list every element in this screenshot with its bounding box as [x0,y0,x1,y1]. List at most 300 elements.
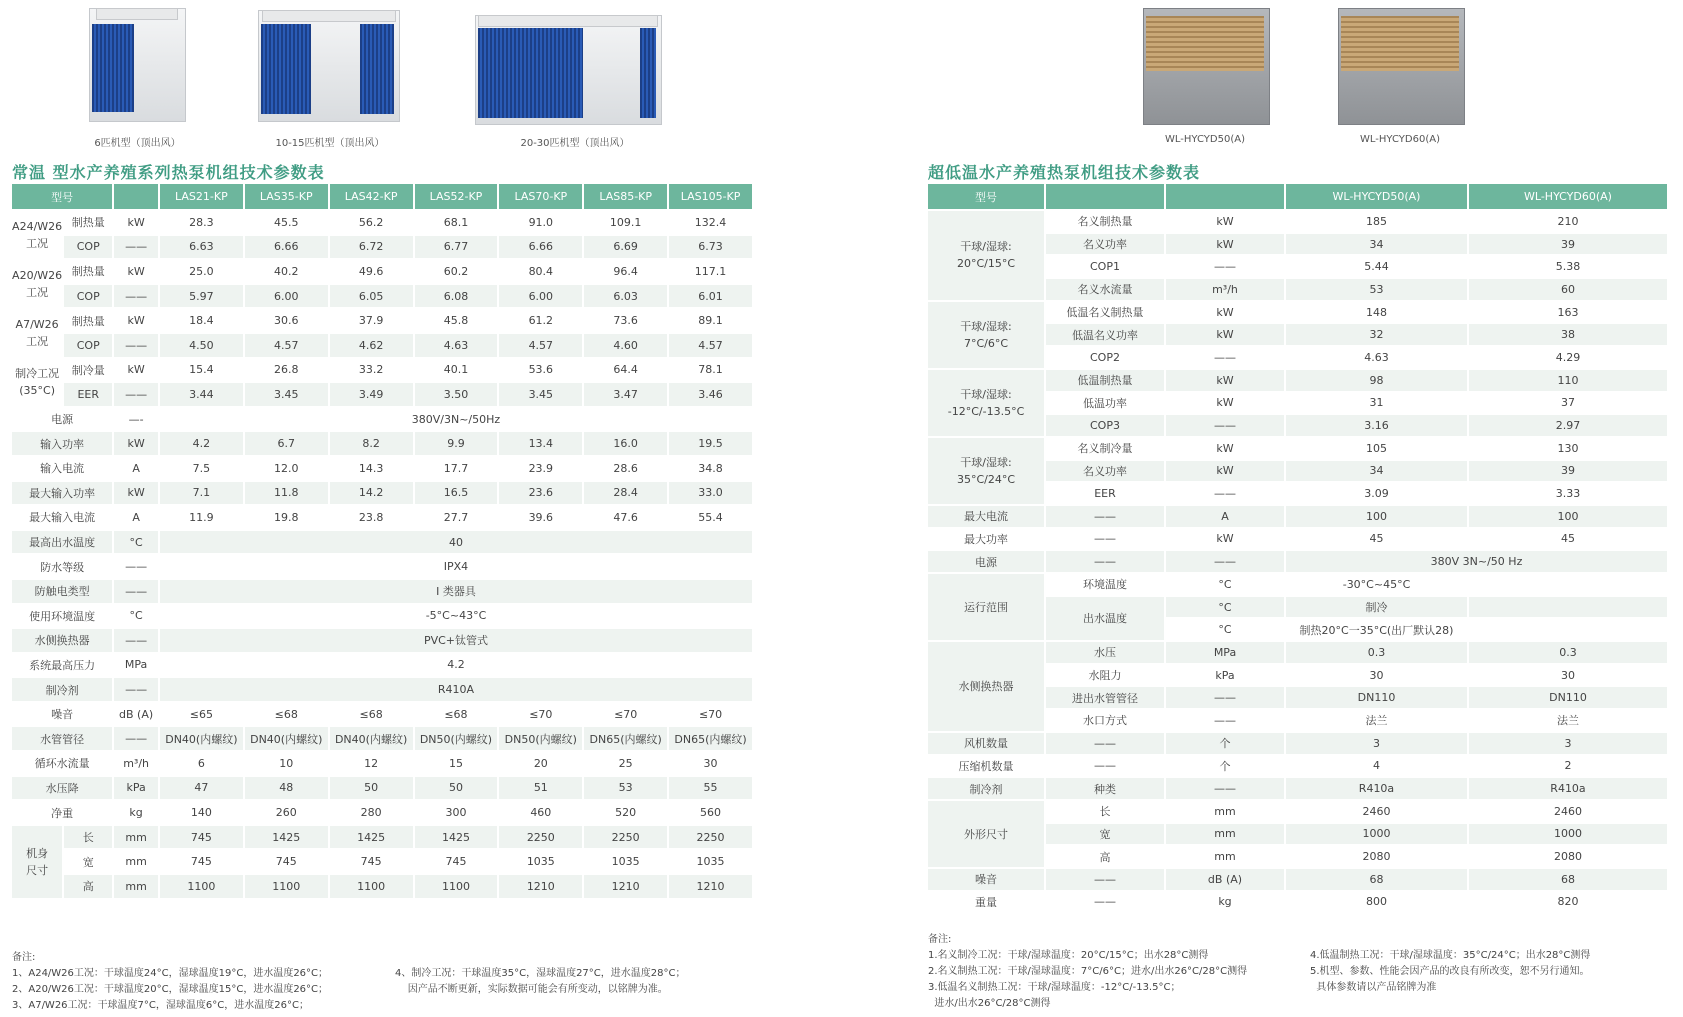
product-caption: WL-HYCYD60(A) [1360,134,1440,145]
table-row [12,260,754,285]
param-value: 110 [1469,370,1669,393]
param-value: 18.4 [160,309,245,334]
param-value: 34 [1286,461,1469,484]
param-value: 3.16 [1286,415,1469,438]
param-value: 53.6 [499,359,584,384]
header-model: WL-HYCYD50(A) [1286,184,1469,211]
param-name: 风机数量 [928,733,1046,756]
note-line: 5.机型、参数、性能会因产品的改良有所改变，恕不另行通知。 [1310,966,1590,977]
param-sub: —— [1046,733,1166,756]
param-unit: mm [1166,824,1286,847]
param-value: 40.2 [245,260,330,285]
param-value: 9.9 [415,432,500,457]
param-value: 800 [1286,892,1469,915]
param-value: 6.00 [499,285,584,310]
param-name: 长 [1046,801,1166,824]
header-model: LAS42-KP [330,184,415,211]
param-value: 185 [1286,211,1469,234]
param-unit: °C [1166,597,1286,620]
param-value: 6.63 [160,236,245,261]
param-unit: kW [1166,302,1286,325]
group-label: 干球/湿球: 35°C/24°C [928,438,1046,506]
param-value: 300 [415,801,500,826]
param-unit: kW [114,211,160,236]
param-value: 78.1 [669,359,754,384]
param-value: -5°C~43°C [160,605,754,630]
param-value: 2080 [1286,846,1469,869]
param-value: 100 [1469,506,1669,529]
param-name: 高 [1046,846,1166,869]
param-value: 4 [1286,756,1469,779]
table-row [12,727,754,752]
param-name: 最大电流 [928,506,1046,529]
param-name: 出水温度 [1046,597,1166,642]
param-value: 4.63 [415,334,500,359]
param-value: 80.4 [499,260,584,285]
param-name: 制冷量 [64,359,114,384]
param-unit: A [114,457,160,482]
param-value: 制冷 [1286,597,1469,620]
note-line: 1、A24/W26工况：干球温度24°C，湿球温度19°C，进水温度26°C； [12,968,329,979]
note-line: 具体参数请以产品铭牌为准 [1310,982,1437,993]
param-value: 6.72 [330,236,415,261]
table-row [12,359,754,384]
param-value: 55.4 [669,506,754,531]
param-name: COP [64,334,114,359]
param-unit: kW [114,309,160,334]
table-row [12,777,754,802]
param-value: 55 [669,777,754,802]
param-value: 45.8 [415,309,500,334]
param-unit: °C [1166,574,1286,597]
param-value: 33.0 [669,482,754,507]
param-name: EER [64,383,114,408]
param-unit: mm [114,850,160,875]
param-value: 30 [669,752,754,777]
param-unit: kW [1166,529,1286,552]
param-sub: —— [1046,756,1166,779]
table-row [12,531,754,556]
param-value [1469,619,1669,642]
param-unit: —— [114,236,160,261]
left-notes-col1 [12,966,328,1014]
group-label: 干球/湿球: 20°C/15°C [928,211,1046,302]
note-line: 2、A20/W26工况：干球温度20°C，湿球温度15°C，进水温度26°C； [12,984,329,995]
param-name: 净重 [12,801,114,826]
param-name: 宽 [64,850,114,875]
param-unit: —— [1166,347,1286,370]
table-row [928,574,1669,597]
param-value: DN50(内螺纹) [499,727,584,752]
table-row [12,184,754,211]
param-value: 1100 [415,875,500,900]
table-row [12,285,754,310]
table-row [12,875,754,900]
param-unit: —— [1166,551,1286,574]
group-label: 水侧换热器 [928,642,1046,733]
left-table-title: 常温 型水产养殖系列热泵机组技术参数表 [12,163,325,182]
param-value: 1210 [584,875,669,900]
param-value: 19.8 [245,506,330,531]
product-caption: 20-30匹机型（顶出风） [520,138,630,149]
param-unit: kW [1166,438,1286,461]
param-value: 47.6 [584,506,669,531]
param-value: 105 [1286,438,1469,461]
param-value: 3.49 [330,383,415,408]
param-name: 进出水管管径 [1046,687,1166,710]
param-value: 132.4 [669,211,754,236]
param-value: 49.6 [330,260,415,285]
table-row [12,654,754,679]
param-value: 53 [584,777,669,802]
param-name: 制热量 [64,260,114,285]
param-value: 100 [1286,506,1469,529]
note-line: 因产品不断更新，实际数据可能会有所变动，以铭牌为准。 [395,984,668,995]
param-name: 水口方式 [1046,710,1166,733]
header-blank [114,184,160,211]
param-unit: mm [114,826,160,851]
param-value: 50 [330,777,415,802]
param-value: 520 [584,801,669,826]
param-name: 使用环境温度 [12,605,114,630]
param-name: 水管管径 [12,727,114,752]
table-row [928,733,1669,756]
param-name: 水侧换热器 [12,629,114,654]
param-value: 96.4 [584,260,669,285]
param-unit: —— [114,678,160,703]
param-name: 循环水流量 [12,752,114,777]
param-sub: —— [1046,506,1166,529]
param-value: 6.01 [669,285,754,310]
table-row [12,482,754,507]
param-value: 61.2 [499,309,584,334]
param-unit: dB (A) [114,703,160,728]
right-notes-col1 [928,948,1247,1012]
param-unit: kPa [1166,665,1286,688]
param-value: 2460 [1469,801,1669,824]
param-value: 28.4 [584,482,669,507]
param-unit: kW [1166,211,1286,234]
param-value: 45.5 [245,211,330,236]
param-value: 6.66 [245,236,330,261]
param-value: 4.2 [160,654,754,679]
table-row [12,334,754,359]
param-name: 低温制热量 [1046,370,1166,393]
group-label: A7/W26 工况 [12,309,64,358]
note-line: 3.低温名义制热工况：干球/湿球温度：-12°C/-13.5°C； [928,982,1181,993]
param-unit: MPa [114,654,160,679]
table-row [12,555,754,580]
table-row [928,506,1669,529]
right-spec-table [928,184,1669,914]
param-value: 12.0 [245,457,330,482]
param-name: 名义制热量 [1046,211,1166,234]
param-value: 50 [415,777,500,802]
param-value: 820 [1469,892,1669,915]
param-sub: —— [1046,529,1166,552]
table-row [928,892,1669,915]
note-line: 3、A7/W26工况：干球温度7°C，湿球温度6°C，进水温度26°C； [12,1000,309,1011]
param-value: 7.1 [160,482,245,507]
param-name: 低温功率 [1046,393,1166,416]
param-value: DN65(内螺纹) [669,727,754,752]
note-line: 1.名义制冷工况：干球/湿球温度：20°C/15°C；出水28°C测得 [928,950,1209,961]
param-value: 3.47 [584,383,669,408]
param-name: 宽 [1046,824,1166,847]
param-value: 2 [1469,756,1669,779]
param-unit: —— [114,580,160,605]
param-name: 防触电类型 [12,580,114,605]
param-value: 4.2 [160,432,245,457]
group-label: 运行范围 [928,574,1046,642]
param-unit: mm [114,875,160,900]
param-unit: —— [114,383,160,408]
table-row [12,383,754,408]
param-value: 51 [499,777,584,802]
table-row [12,826,754,851]
param-value: ≤68 [330,703,415,728]
group-label: 干球/湿球: -12°C/-13.5°C [928,370,1046,438]
param-name: 噪音 [928,869,1046,892]
param-unit: —— [1166,256,1286,279]
param-value: -30°C~45°C [1286,574,1469,597]
param-name: COP1 [1046,256,1166,279]
left-notes-col2 [395,966,685,998]
param-name: 制冷剂 [928,778,1046,801]
table-row [928,869,1669,892]
param-value: 280 [330,801,415,826]
param-value: ≤68 [245,703,330,728]
param-value: 16.0 [584,432,669,457]
table-row [12,408,754,433]
param-name: 压缩机数量 [928,756,1046,779]
param-value: 7.5 [160,457,245,482]
param-value: 2080 [1469,846,1669,869]
param-value: 30 [1286,665,1469,688]
table-row [928,529,1669,552]
param-unit: kW [1166,234,1286,257]
param-unit: 个 [1166,756,1286,779]
table-row [12,580,754,605]
param-unit: °C [1166,619,1286,642]
param-value: 68 [1286,869,1469,892]
param-value: 2.97 [1469,415,1669,438]
param-value: 4.29 [1469,347,1669,370]
param-value: 6.00 [245,285,330,310]
param-unit: kW [1166,461,1286,484]
param-name: 最高出水温度 [12,531,114,556]
table-row [928,438,1669,461]
param-unit: —— [1166,687,1286,710]
param-value: 26.8 [245,359,330,384]
param-value: 260 [245,801,330,826]
table-row [12,211,754,236]
param-value: DN50(内螺纹) [415,727,500,752]
header-model: LAS21-KP [160,184,245,211]
table-row [928,801,1669,824]
table-row [12,801,754,826]
param-unit: m³/h [1166,279,1286,302]
param-value: 14.2 [330,482,415,507]
param-value: 14.3 [330,457,415,482]
param-unit: kPa [114,777,160,802]
param-value: 3.45 [499,383,584,408]
group-label: 外形尺寸 [928,801,1046,869]
param-name: 防水等级 [12,555,114,580]
param-value: 140 [160,801,245,826]
param-value: 745 [160,826,245,851]
param-value: 39.6 [499,506,584,531]
table-row [928,551,1669,574]
param-value: 31 [1286,393,1469,416]
group-label: 制冷工况 (35°C) [12,359,64,408]
param-sub: —— [1046,551,1166,574]
param-value: 11.9 [160,506,245,531]
param-value: 53 [1286,279,1469,302]
param-value [1469,597,1669,620]
param-value: 30 [1469,665,1669,688]
param-name: 名义水流量 [1046,279,1166,302]
param-value: 4.57 [245,334,330,359]
param-sub: —— [1046,869,1166,892]
param-name: 水阻力 [1046,665,1166,688]
param-value: 98 [1286,370,1469,393]
param-value: 5.97 [160,285,245,310]
note-line: 2.名义制热工况：干球/湿球温度：7°C/6°C；进水/出水26°C/28°C测得 [928,966,1248,977]
param-unit: °C [114,531,160,556]
table-row [12,678,754,703]
table-row [12,236,754,261]
param-value: 68 [1469,869,1669,892]
param-value: DN40(内螺纹) [245,727,330,752]
param-unit: —— [114,727,160,752]
param-unit: —— [114,334,160,359]
param-value: 1210 [669,875,754,900]
param-value: ≤70 [669,703,754,728]
param-value: 32 [1286,324,1469,347]
param-name: 环境温度 [1046,574,1166,597]
param-value: 560 [669,801,754,826]
param-value: IPX4 [160,555,754,580]
param-value: 34 [1286,234,1469,257]
param-value: 6.69 [584,236,669,261]
param-value: 4.57 [669,334,754,359]
table-row [12,457,754,482]
param-value: 37.9 [330,309,415,334]
param-value: 130 [1469,438,1669,461]
param-unit: kW [114,359,160,384]
param-name: EER [1046,483,1166,506]
param-value: R410a [1286,778,1469,801]
param-value: 2250 [584,826,669,851]
param-name: 最大功率 [928,529,1046,552]
param-unit: —— [114,285,160,310]
group-label: 机身 尺寸 [12,826,64,900]
param-value: 4.62 [330,334,415,359]
param-value: 91.0 [499,211,584,236]
param-unit: —— [114,555,160,580]
param-value: 法兰 [1469,710,1669,733]
param-value: 28.3 [160,211,245,236]
group-label: A24/W26 工况 [12,211,64,260]
param-value: 5.38 [1469,256,1669,279]
param-value: 25 [584,752,669,777]
table-row [12,629,754,654]
param-name: 制热量 [64,211,114,236]
param-value: 6.73 [669,236,754,261]
param-unit: kg [114,801,160,826]
param-name: COP2 [1046,347,1166,370]
note-line: 进水/出水26°C/28°C测得 [928,998,1051,1009]
left-spec-table [12,184,754,900]
right-notes [928,932,951,948]
param-name: 系统最高压力 [12,654,114,679]
param-value: 2460 [1286,801,1469,824]
param-value: 1000 [1286,824,1469,847]
table-row [12,506,754,531]
header-model-label: 型号 [12,184,114,211]
param-value: 23.6 [499,482,584,507]
param-value: DN40(内螺纹) [160,727,245,752]
param-name: 低温名义功率 [1046,324,1166,347]
header-model: LAS70-KP [499,184,584,211]
param-name: 长 [64,826,114,851]
param-value: 6.08 [415,285,500,310]
param-unit: —- [114,408,160,433]
header-blank [1166,184,1286,211]
param-value: 3.50 [415,383,500,408]
product-caption: WL-HYCYD50(A) [1165,134,1245,145]
param-value: 745 [330,850,415,875]
param-value: 39 [1469,461,1669,484]
param-value: PVC+钛管式 [160,629,754,654]
note-line: 4、制冷工况：干球温度35°C，湿球温度27°C，进水温度28°C； [395,968,686,979]
table-row [12,850,754,875]
param-value: 1100 [245,875,330,900]
param-value: 1100 [160,875,245,900]
param-value: 745 [415,850,500,875]
param-value: 5.44 [1286,256,1469,279]
param-value: 1035 [584,850,669,875]
param-value: 1035 [669,850,754,875]
param-value: 3 [1469,733,1669,756]
param-unit: —— [1166,415,1286,438]
param-value: 4.63 [1286,347,1469,370]
param-value: 148 [1286,302,1469,325]
param-value: 117.1 [669,260,754,285]
header-model: LAS35-KP [245,184,330,211]
param-value: 40 [160,531,754,556]
param-name: 最大输入电流 [12,506,114,531]
table-row [12,432,754,457]
param-value: 13.4 [499,432,584,457]
param-unit: kW [114,432,160,457]
param-value: 8.2 [330,432,415,457]
table-row [928,211,1669,234]
param-value: 20 [499,752,584,777]
param-name: COP [64,236,114,261]
param-name: COP3 [1046,415,1166,438]
param-value [1469,574,1669,597]
param-value: 60 [1469,279,1669,302]
param-unit: —— [114,629,160,654]
table-row [928,642,1669,665]
param-name: COP [64,285,114,310]
param-name: 电源 [928,551,1046,574]
table-row [928,370,1669,393]
param-name: 制冷剂 [12,678,114,703]
param-value: DN110 [1286,687,1469,710]
